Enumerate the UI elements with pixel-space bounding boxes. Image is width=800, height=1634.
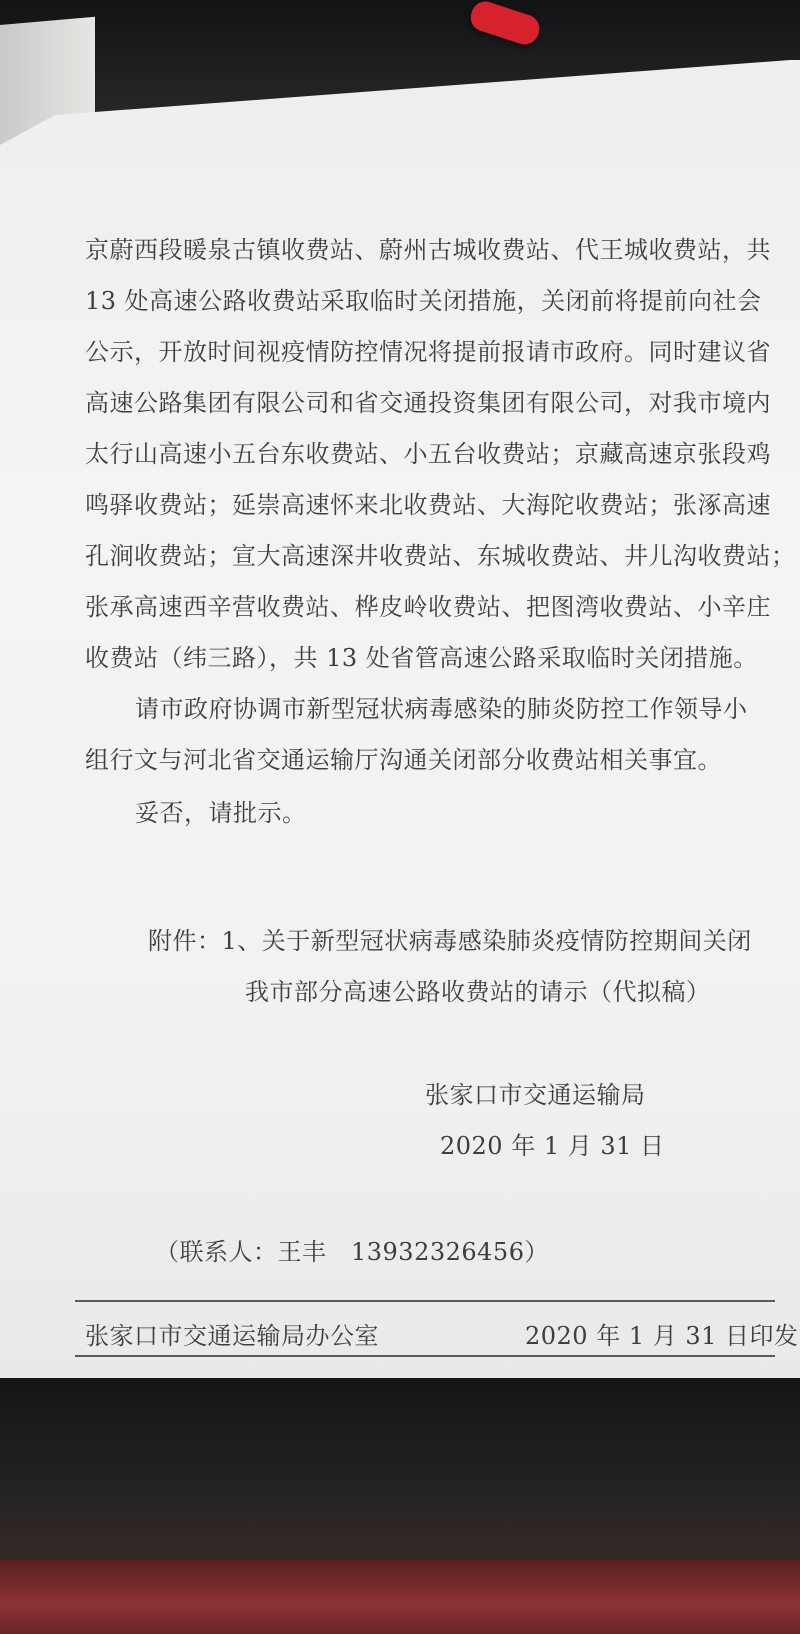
closing-line: 妥否，请批示。 bbox=[135, 799, 307, 827]
body-line: 13 处高速公路收费站采取临时关闭措施，关闭前将提前向社会 bbox=[85, 287, 762, 315]
footer-rule-top bbox=[75, 1300, 775, 1302]
body-line: 太行山高速小五台东收费站、小五台收费站；京藏高速京张段鸡 bbox=[85, 440, 771, 468]
contact-line: （联系人：王丰 13932326456） bbox=[155, 1238, 549, 1266]
body-line: 高速公路集团有限公司和省交通投资集团有限公司，对我市境内 bbox=[85, 389, 771, 417]
footer-org: 张家口市交通运输局办公室 bbox=[85, 1322, 379, 1350]
body-line: 鸣驿收费站；延崇高速怀来北收费站、大海陀收费站；张涿高速 bbox=[85, 491, 771, 519]
footer-rule-bottom bbox=[75, 1355, 775, 1357]
body-line: 孔涧收费站；宣大高速深井收费站、东城收费站、井儿沟收费站； bbox=[85, 542, 796, 570]
request-line: 组行文与河北省交通运输厅沟通关闭部分收费站相关事宜。 bbox=[85, 746, 722, 774]
attachment-line: 附件：1、关于新型冠状病毒感染肺炎疫情防控期间关闭 bbox=[148, 927, 752, 955]
signature-date: 2020 年 1 月 31 日 bbox=[440, 1132, 665, 1160]
desk-edge bbox=[0, 1560, 800, 1634]
body-line: 收费站（纬三路），共 13 处省管高速公路采取临时关闭措施。 bbox=[85, 644, 758, 672]
request-line: 请市政府协调市新型冠状病毒感染的肺炎防控工作领导小 bbox=[135, 695, 748, 723]
body-line: 张承高速西辛营收费站、桦皮岭收费站、把图湾收费站、小辛庄 bbox=[85, 593, 771, 621]
body-line: 公示，开放时间视疫情防控情况将提前报请市政府。同时建议省 bbox=[85, 338, 771, 366]
signature-org: 张家口市交通运输局 bbox=[425, 1081, 646, 1109]
body-line: 京蔚西段暖泉古镇收费站、蔚州古城收费站、代王城收费站，共 bbox=[85, 236, 771, 264]
attachment-line: 我市部分高速公路收费站的请示（代拟稿） bbox=[245, 978, 711, 1006]
footer-date: 2020 年 1 月 31 日印发 bbox=[525, 1322, 799, 1350]
